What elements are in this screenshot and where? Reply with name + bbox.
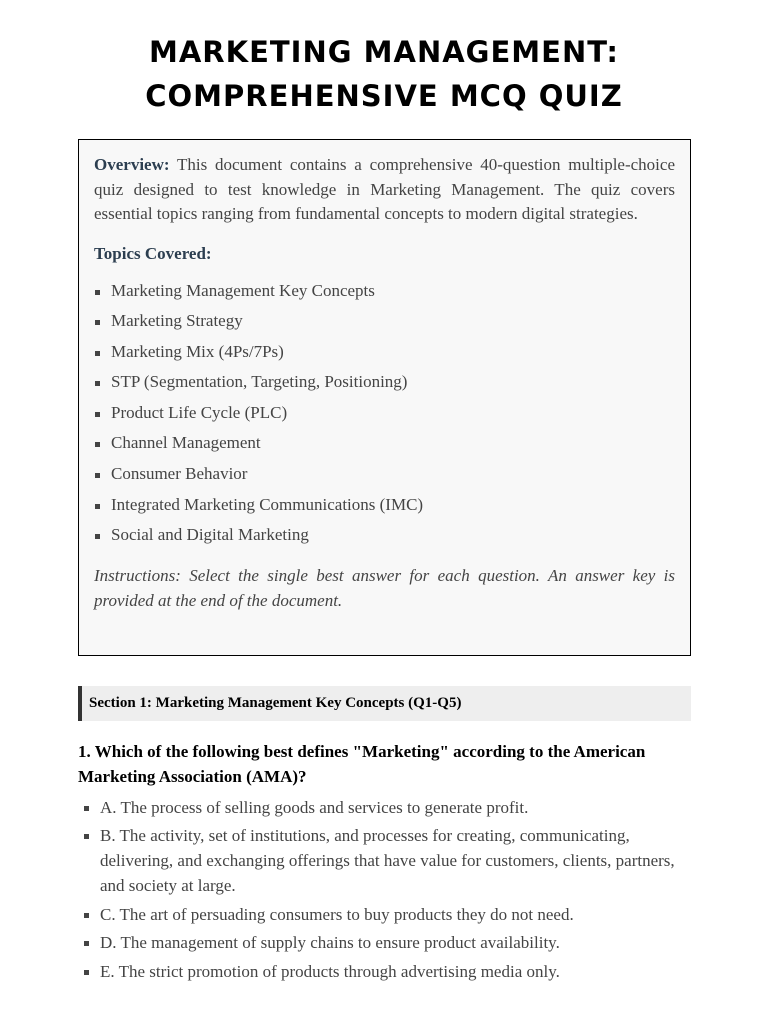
topic-item (94, 431, 675, 455)
overview-box (78, 139, 691, 656)
option-text: E. The strict promotion of products through advertising media only. (100, 961, 560, 981)
topic-item (94, 493, 675, 517)
square-bullet-icon (95, 351, 100, 356)
topic-item (94, 370, 675, 394)
square-bullet-icon (95, 473, 100, 478)
question-text: Which of the following best defines "Marketing" according to the American Marketing Association (AMA)? (78, 742, 646, 786)
answer-option-e (78, 959, 691, 984)
topic-label: Integrated Marketing Communications (IMC) (111, 494, 424, 514)
square-bullet-icon (95, 412, 100, 417)
question-number: 1. (78, 742, 91, 761)
question-1-options (78, 795, 691, 987)
topic-item (94, 340, 675, 364)
square-bullet-icon (84, 970, 89, 975)
answer-option-a (78, 795, 691, 820)
topics-list (94, 279, 675, 548)
answer-option-b (78, 823, 691, 898)
instructions-text: Instructions: Select the single best answer for each question. An answer key is provided at the end of the document. (94, 566, 675, 610)
option-text: D. The management of supply chains to ensure product availability. (100, 933, 560, 953)
topic-label: Channel Management (111, 433, 261, 453)
option-text: C. The art of persuading consumers to buy products they do not need. (100, 904, 574, 924)
square-bullet-icon (95, 290, 100, 295)
square-bullet-icon (84, 834, 89, 839)
topic-item (94, 309, 675, 333)
topic-label: STP (Segmentation, Targeting, Positioning) (111, 372, 408, 392)
square-bullet-icon (95, 504, 100, 509)
topics-heading: Topics Covered: (94, 243, 212, 263)
topic-item (94, 401, 675, 425)
topic-label: Marketing Strategy (111, 311, 243, 331)
overview-paragraph (94, 153, 675, 227)
topic-item (94, 462, 675, 486)
section-header: Section 1: Marketing Management Key Concepts (Q1-Q5) (78, 686, 691, 721)
square-bullet-icon (95, 381, 100, 386)
overview-description: This document contains a comprehensive 40-question multiple-choice quiz designed to test knowledge in Marketing Management. The quiz covers essential topics ranging from fundamental concepts to modern digital strategies. (94, 155, 675, 223)
question-1 (78, 739, 691, 789)
answer-option-c (78, 902, 691, 927)
document-title (0, 30, 768, 118)
square-bullet-icon (95, 442, 100, 447)
square-bullet-icon (95, 534, 100, 539)
option-text: B. The activity, set of institutions, and processes for creating, communicating, delivering, and exchanging offerings that have value for customers, clients, partners, and society at large. (100, 826, 675, 896)
topic-label: Product Life Cycle (PLC) (111, 402, 288, 422)
square-bullet-icon (84, 913, 89, 918)
topic-label: Social and Digital Marketing (111, 525, 309, 545)
document-title-line-1: MARKETING MANAGEMENT: (148, 35, 620, 69)
topic-label: Marketing Management Key Concepts (111, 280, 375, 300)
square-bullet-icon (84, 941, 89, 946)
document-title-line-2: COMPREHENSIVE MCQ QUIZ (145, 79, 623, 113)
square-bullet-icon (84, 806, 89, 811)
topic-item (94, 523, 675, 547)
topic-label: Marketing Mix (4Ps/7Ps) (111, 341, 284, 361)
square-bullet-icon (95, 320, 100, 325)
option-text: A. The process of selling goods and services to generate profit. (100, 798, 529, 817)
overview-label: Overview: (94, 155, 170, 174)
topic-label: Consumer Behavior (111, 464, 248, 484)
answer-option-d (78, 930, 691, 955)
topic-item (94, 279, 675, 303)
